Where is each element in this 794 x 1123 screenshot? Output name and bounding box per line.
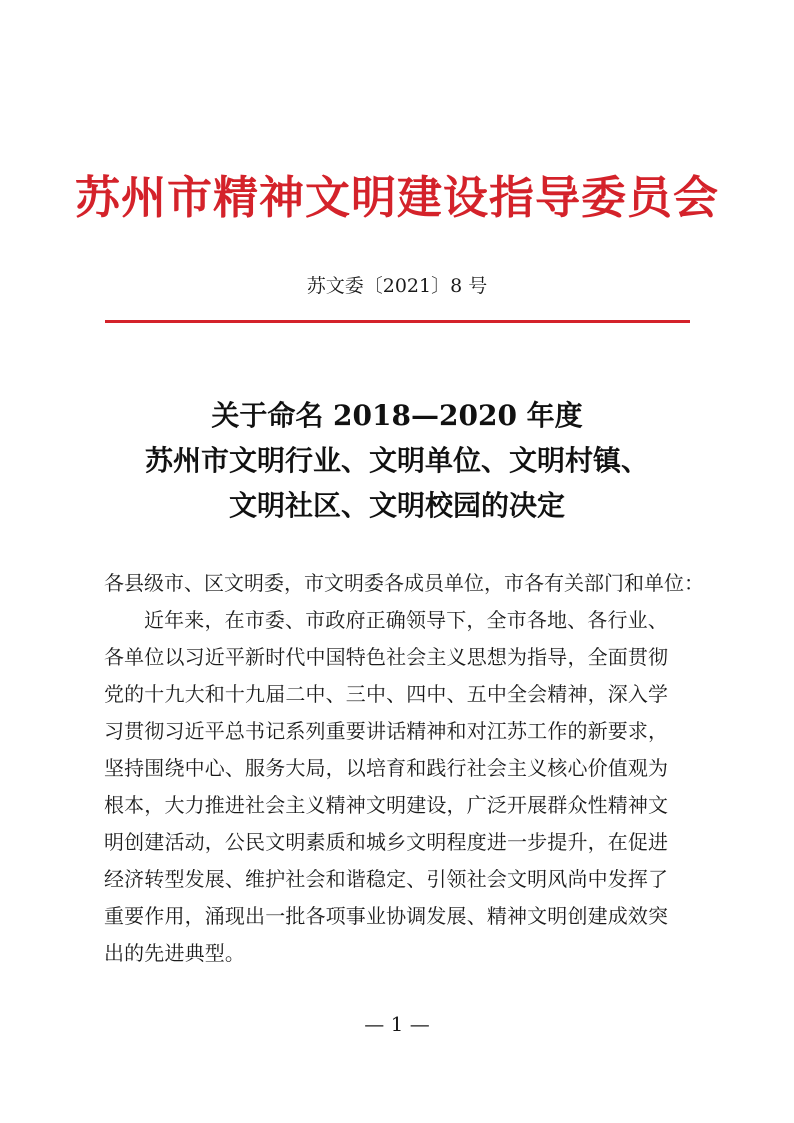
title-line: 苏州市文明行业、文明单位、文明村镇、 — [144, 444, 649, 477]
page-number: — 1 — — [364, 1012, 430, 1036]
title-line: 关于命名 2018—2020 年度 — [211, 399, 583, 432]
salutation: 各县级市、区文明委，市文明委各成员单位，市各有关部门和单位： — [104, 571, 704, 595]
red-separator-line — [105, 320, 690, 323]
paragraph-line: 明创建活动，公民文明素质和城乡文明程度进一步提升，在促进 — [104, 830, 669, 854]
paragraph-line: 习贯彻习近平总书记系列重要讲话精神和对江苏工作的新要求， — [104, 719, 669, 743]
paragraph-line: 根本，大力推进社会主义精神文明建设，广泛开展群众性精神文 — [104, 793, 669, 817]
paragraph-line: 党的十九大和十九届二中、三中、四中、五中全会精神，深入学 — [104, 682, 669, 706]
paragraph-line: 重要作用，涌现出一批各项事业协调发展、精神文明创建成效突 — [104, 904, 669, 928]
issuer-header: 苏州市精神文明建设指导委员会 — [74, 171, 719, 224]
paragraph-line: 各单位以习近平新时代中国特色社会主义思想为指导，全面贯彻 — [104, 645, 669, 669]
paragraph-line: 出的先进典型。 — [104, 941, 246, 965]
body-paragraph — [104, 602, 694, 972]
paragraph-line: 坚持围绕中心、服务大局，以培育和践行社会主义核心价值观为 — [104, 756, 669, 780]
paragraph-line: 经济转型发展、维护社会和谐稳定、引领社会文明风尚中发挥了 — [104, 867, 669, 891]
document-title — [0, 393, 794, 528]
title-line: 文明社区、文明校园的决定 — [228, 489, 565, 522]
paragraph-line: 近年来，在市委、市政府正确领导下，全市各地、各行业、 — [144, 608, 668, 632]
document-number: 苏文委〔2021〕8 号 — [306, 275, 488, 297]
